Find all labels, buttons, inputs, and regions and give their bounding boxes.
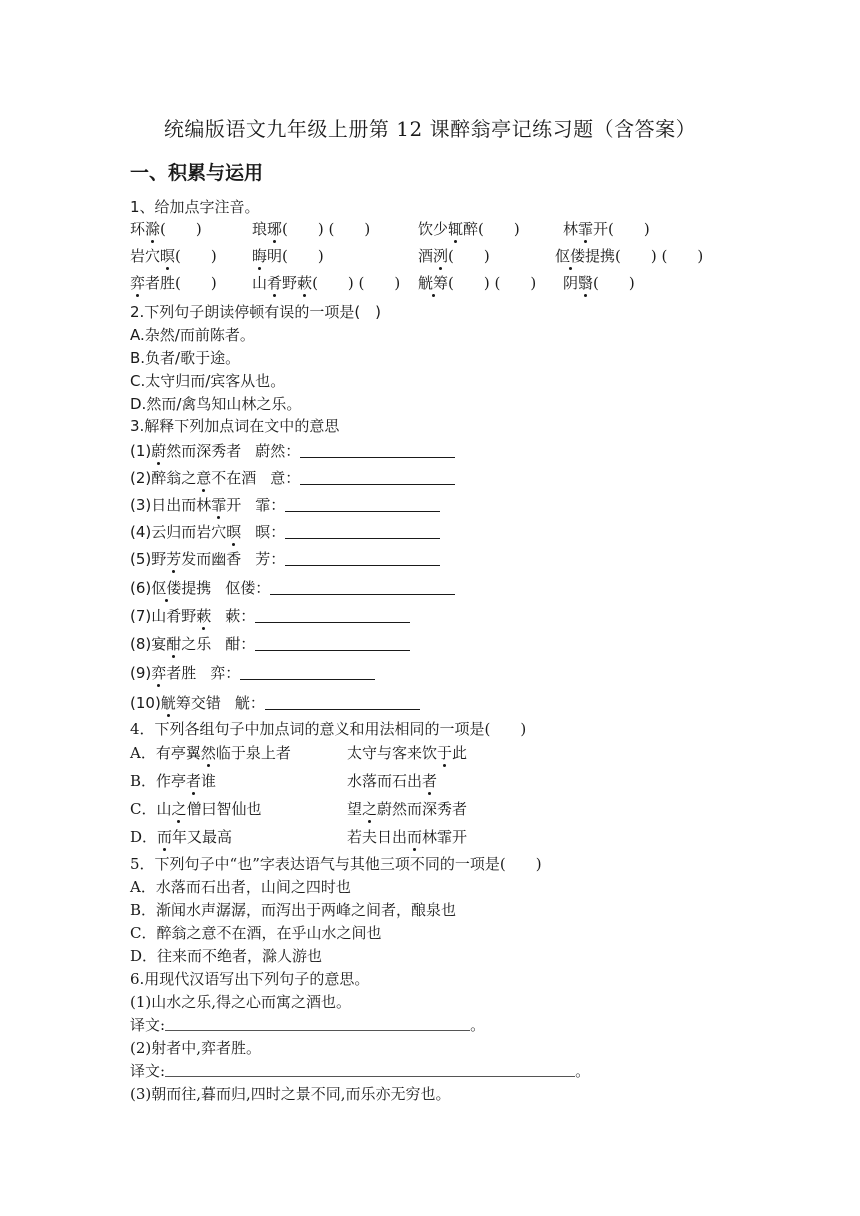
- pinyin-item: [252, 246, 324, 266]
- dotted-char: 酣: [166, 635, 182, 653]
- item-text: 僧曰智仙也: [186, 800, 262, 818]
- option-sentence-a: [130, 771, 216, 791]
- answer-blank[interactable]: [270, 578, 455, 595]
- item-text: ( ): [593, 274, 635, 292]
- dotted-char: 蔚: [151, 442, 167, 460]
- item-text: A．有亭翼: [130, 744, 201, 762]
- option-sentence-b: [347, 743, 467, 763]
- dotted-char: 芳: [166, 550, 182, 568]
- q2-option-a: A.杂然/而前陈者。: [130, 326, 255, 344]
- dotted-char: 辄: [448, 220, 464, 238]
- dotted-char: 滁: [145, 220, 161, 238]
- item-number: (7): [130, 607, 152, 625]
- item-label: 霏：: [255, 496, 286, 514]
- translation-blank-2[interactable]: [165, 1062, 575, 1077]
- dotted-char: 弈: [130, 274, 146, 292]
- answer-blank[interactable]: [255, 606, 410, 623]
- q3-stem: 3.解释下列加点词在文中的意思: [130, 417, 340, 435]
- item-text: D．: [130, 828, 158, 846]
- item-label: 伛偻：: [225, 579, 271, 597]
- item-label: 意：: [270, 469, 301, 487]
- answer-blank[interactable]: [300, 441, 455, 458]
- definition-item: [130, 441, 455, 461]
- dotted-char: 晦: [252, 247, 268, 265]
- dotted-char: 蔌: [196, 607, 212, 625]
- section-heading: 一、积累与运用: [130, 162, 264, 184]
- dotted-char: 意: [196, 469, 212, 487]
- dotted-char: 洌: [433, 247, 449, 265]
- item-text: 开( ): [593, 220, 650, 238]
- translation-end: 。: [575, 1062, 591, 1080]
- item-text: 年又最高: [172, 828, 233, 846]
- item-text: 不在酒: [211, 469, 257, 487]
- item-label: 蔌：: [225, 607, 256, 625]
- dotted-char: 暝: [160, 247, 176, 265]
- option-sentence-b: [347, 771, 437, 791]
- item-text: 云归而岩穴: [151, 523, 227, 541]
- item-text: 筹交错: [175, 694, 221, 712]
- item-text: B．作亭: [130, 772, 187, 790]
- dotted-char: 弈: [151, 664, 167, 682]
- definition-item: [130, 468, 455, 488]
- option-sentence-a: [130, 743, 291, 763]
- item-text: 望: [347, 800, 363, 818]
- option-sentence-a: [130, 799, 262, 819]
- translation-label: 译文:: [130, 1016, 166, 1034]
- dotted-char: 者: [422, 772, 438, 790]
- q6-stem: 6.用现代汉语写出下列句子的意思。: [130, 970, 370, 988]
- dotted-char: 者: [186, 772, 202, 790]
- pinyin-item: [418, 219, 520, 239]
- q6-sentence-3: (3)朝而往,暮而归,四时之景不同,而乐亦无穷也。: [130, 1085, 451, 1103]
- item-text: 开: [226, 496, 242, 514]
- q4-stem: 4．下列各组句子中加点词的意义和用法相同的一项是( ): [130, 720, 527, 738]
- dotted-char: 之: [171, 800, 187, 818]
- item-number: (2): [130, 469, 152, 487]
- dotted-char: 然: [200, 744, 216, 762]
- q5-option-c: C．醉翁之意不在酒，在乎山水之间也: [130, 924, 382, 942]
- dotted-char: 伛偻: [555, 247, 586, 265]
- page-title: 统编版语文九年级上册第 12 课醉翁亭记练习题（含答案）: [163, 117, 697, 141]
- q2-option-d: D.然而/禽鸟知山林之乐。: [130, 395, 302, 413]
- q6-translation-2: [130, 1061, 590, 1081]
- definition-item: [130, 522, 440, 542]
- q5-option-a: A．水落而石出者，山间之四时也: [130, 878, 351, 896]
- item-text: ( ) ( ): [448, 274, 537, 292]
- item-text: 山: [252, 274, 268, 292]
- pinyin-item: [130, 246, 217, 266]
- item-label: 弈：: [210, 664, 241, 682]
- item-text: 林霏开: [422, 828, 468, 846]
- item-text: 提携( ) ( ): [585, 247, 704, 265]
- dotted-char: 于: [437, 744, 453, 762]
- item-text: 醉( ): [463, 220, 520, 238]
- translation-blank-1[interactable]: [165, 1016, 470, 1031]
- item-text: 此: [452, 744, 468, 762]
- item-text: 酒: [418, 247, 434, 265]
- item-text: 山肴野: [151, 607, 197, 625]
- item-number: (8): [130, 635, 152, 653]
- pinyin-item: [418, 273, 536, 293]
- translation-end: 。: [470, 1016, 486, 1034]
- item-text: 之乐: [181, 635, 212, 653]
- item-label: 觥：: [234, 694, 265, 712]
- item-text: ( ) ( ): [312, 274, 401, 292]
- pinyin-item: [130, 273, 217, 293]
- option-sentence-b: [347, 827, 467, 847]
- item-label: 暝：: [255, 523, 286, 541]
- item-number: (1): [130, 442, 152, 460]
- item-text: 临于泉上者: [215, 744, 291, 762]
- dotted-char: 觥: [160, 694, 176, 712]
- pinyin-item: [563, 273, 635, 293]
- translation-label: 译文:: [130, 1062, 166, 1080]
- item-text: 岩穴: [130, 247, 161, 265]
- definition-item: [130, 663, 375, 683]
- item-text: 谁: [201, 772, 217, 790]
- item-text: 若夫日出: [347, 828, 408, 846]
- q2-stem: 2.下列句子朗读停顿有误的一项是( ): [130, 303, 382, 321]
- item-number: (4): [130, 523, 152, 541]
- item-text: 者胜( ): [145, 274, 217, 292]
- definition-item: [130, 495, 440, 515]
- item-label: 蔚然：: [255, 442, 301, 460]
- dotted-char: 伛偻: [151, 579, 182, 597]
- item-text: ( ): [448, 247, 490, 265]
- item-text: C．山: [130, 800, 172, 818]
- item-number: (5): [130, 550, 152, 568]
- pinyin-item: [130, 219, 202, 239]
- item-text: 发而幽香: [181, 550, 242, 568]
- pinyin-item: [252, 219, 370, 239]
- dotted-char: 霏: [211, 496, 227, 514]
- item-text: 者胜: [166, 664, 197, 682]
- dotted-char: 觥筹: [418, 274, 449, 292]
- q1-stem: 1、给加点字注音。: [130, 198, 260, 216]
- item-text: 蔚然而深秀者: [377, 800, 468, 818]
- definition-item: [130, 634, 410, 654]
- dotted-char: 暝: [226, 523, 242, 541]
- answer-blank[interactable]: [265, 693, 420, 710]
- q5-stem: 5．下列句子中“也”字表达语气与其他三项不同的一项是( ): [130, 855, 542, 873]
- option-sentence-a: [130, 827, 232, 847]
- q5-option-b: B．渐闻水声潺潺，而泻出于两峰之间者，酿泉也: [130, 901, 457, 919]
- answer-blank[interactable]: [300, 468, 455, 485]
- dotted-char: 肴: [267, 274, 283, 292]
- answer-blank[interactable]: [285, 522, 440, 539]
- item-text: ( ): [160, 220, 202, 238]
- item-text: 野: [151, 550, 167, 568]
- item-text: 明( ): [267, 247, 324, 265]
- item-text: ( ) ( ): [282, 220, 371, 238]
- item-text: 水落而石出: [347, 772, 423, 790]
- q6-sentence-2: (2)射者中,弈者胜。: [130, 1039, 262, 1057]
- item-number: (3): [130, 496, 152, 514]
- q6-translation-1: [130, 1015, 485, 1035]
- pinyin-item: [418, 246, 490, 266]
- item-label: 芳：: [255, 550, 286, 568]
- item-text: 醉翁之: [151, 469, 197, 487]
- answer-blank[interactable]: [240, 663, 375, 680]
- dotted-char: 而: [157, 828, 173, 846]
- answer-blank[interactable]: [255, 634, 410, 651]
- item-number: (9): [130, 664, 152, 682]
- pinyin-item: [563, 219, 650, 239]
- item-number: (6): [130, 579, 152, 597]
- dotted-char: 之: [362, 800, 378, 818]
- definition-item: [130, 693, 420, 713]
- item-text: 环: [130, 220, 146, 238]
- item-text: 日出而林: [151, 496, 212, 514]
- item-text: 野: [282, 274, 298, 292]
- item-text: 阴: [563, 274, 579, 292]
- definition-item: [130, 578, 455, 598]
- definition-item: [130, 606, 410, 626]
- pinyin-item: [555, 246, 703, 266]
- dotted-char: 蔌: [297, 274, 313, 292]
- dotted-char: 而: [407, 828, 423, 846]
- item-text: 琅: [252, 220, 268, 238]
- dotted-char: 琊: [267, 220, 283, 238]
- item-text: 林: [563, 220, 579, 238]
- item-number: (10): [130, 694, 161, 712]
- option-sentence-b: [347, 799, 467, 819]
- item-text: ( ): [175, 247, 217, 265]
- definition-item: [130, 549, 440, 569]
- q6-sentence-1: (1)山水之乐,得之心而寓之酒也。: [130, 993, 352, 1011]
- answer-blank[interactable]: [285, 495, 440, 512]
- answer-blank[interactable]: [285, 549, 440, 566]
- item-text: 然而深秀者: [166, 442, 242, 460]
- item-label: 酣：: [225, 635, 256, 653]
- item-text: 提携: [181, 579, 212, 597]
- dotted-char: 霏: [578, 220, 594, 238]
- pinyin-item: [252, 273, 400, 293]
- q5-option-d: D．往来而不绝者，滁人游也: [130, 947, 323, 965]
- item-text: 饮少: [418, 220, 449, 238]
- dotted-char: 翳: [578, 274, 594, 292]
- item-text: 太守与客来饮: [347, 744, 438, 762]
- q2-option-c: C.太守归而/宾客从也。: [130, 372, 286, 390]
- q2-option-b: B.负者/歌于途。: [130, 349, 241, 367]
- item-text: 宴: [151, 635, 167, 653]
